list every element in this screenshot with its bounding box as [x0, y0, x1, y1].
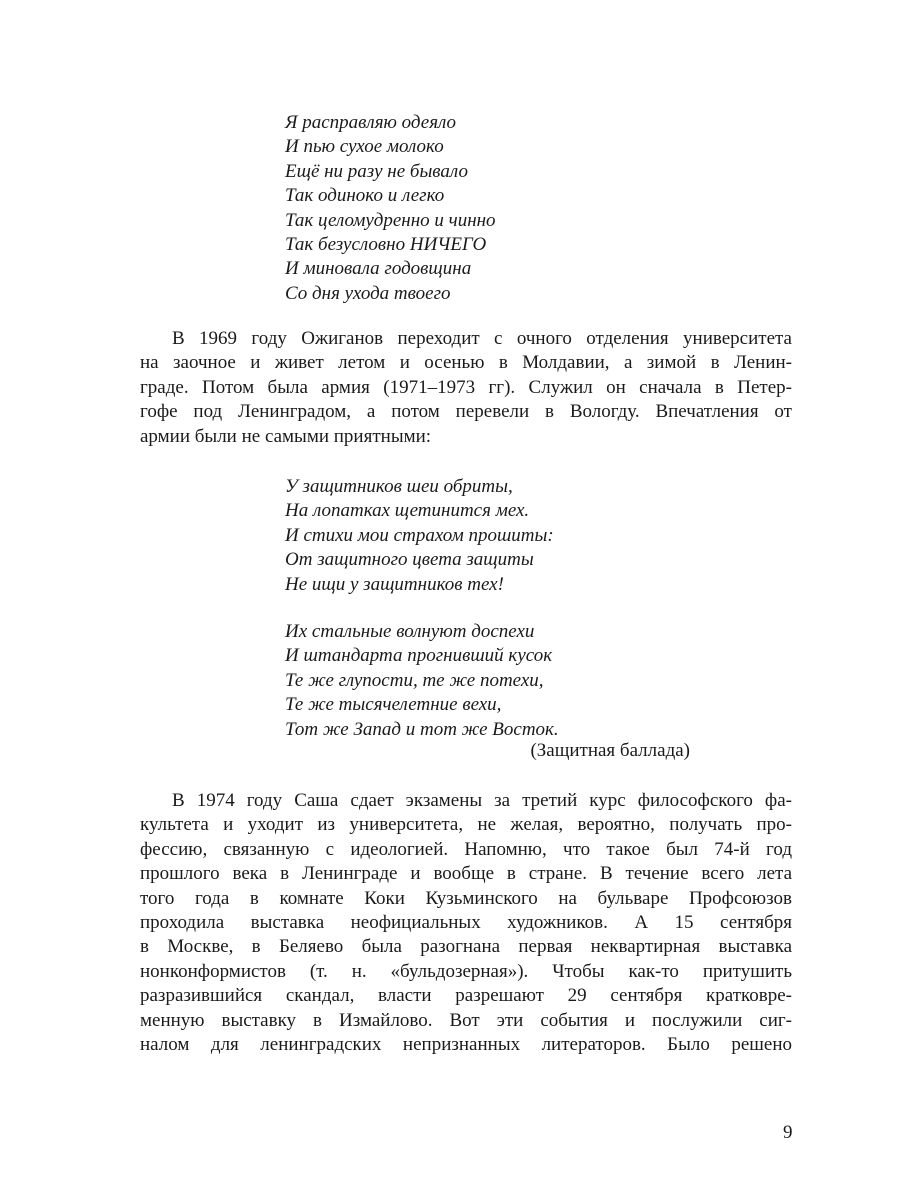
page-number: 9 — [783, 1122, 793, 1143]
text-line: граде. Потом была армия (1971–1973 гг). Служил он сначала в Петер- — [140, 376, 792, 398]
verse-line: Не ищи у защитников тех! — [285, 573, 504, 595]
verse-line: Я расправляю одеяло — [285, 112, 457, 133]
verse-line: Так безусловно НИЧЕГО — [285, 234, 487, 256]
text-line: фессию, связанную с идеологией. Напомню, что такое был 74-й год — [140, 838, 792, 860]
text-line: проходила выставка неофициальных художников. А 15 сентября — [140, 912, 792, 934]
verse-line: И пью сухое молоко — [285, 136, 444, 158]
text-line: нонконформистов (т. н. «бульдозерная»). Чтобы как-то притушить — [140, 960, 792, 982]
verse-line: Их стальные волнуют доспехи — [285, 621, 535, 642]
verse-line: Со дня ухода твоего — [285, 282, 451, 304]
text-line: того года в комнате Коки Кузьминского на бульваре Профсоюзов — [140, 887, 792, 909]
poem-attribution: (Защитная баллада) — [530, 740, 690, 761]
text-line: В 1969 году Ожиганов переходит с очного отделения университета — [172, 328, 792, 349]
text-line: армии были не самыми приятными: — [140, 425, 432, 447]
text-line: менную выставку в Измайлово. Вот эти события и послужили сиг- — [140, 1009, 792, 1031]
verse-line: Тот же Запад и тот же Восток. — [285, 718, 559, 740]
text-line: налом для ленинградских непризнанных литераторов. Было решено — [140, 1034, 792, 1056]
poem-stanza-3 — [285, 620, 559, 742]
verse-line: Ещё ни разу не бывало — [285, 160, 468, 182]
verse-line: У защитников шеи обриты, — [285, 476, 513, 497]
verse-line: Так одиноко и легко — [285, 185, 445, 207]
paragraph-1 — [140, 327, 792, 449]
poem-stanza-2 — [285, 475, 554, 597]
verse-line: И штандарта прогнивший кусок — [285, 645, 553, 667]
verse-line: И миновала годовщина — [285, 258, 472, 280]
text-line: на заочное и живет летом и осенью в Молдавии, а зимой в Ленин- — [140, 352, 792, 374]
text-line: в Москве, в Беляево была разогнана первая неквартирная выставка — [140, 936, 792, 958]
verse-line: Те же глупости, те же потехи, — [285, 669, 544, 691]
text-line: гофе под Ленинградом, а потом перевели в Вологду. Впечатления от — [140, 401, 792, 423]
text-line: разразившийся скандал, власти разрешают 29 сентября кратковре- — [140, 985, 792, 1007]
text-line: В 1974 году Саша сдает экзамены за третий курс философского фа- — [172, 790, 792, 811]
paragraph-2 — [140, 789, 792, 1057]
verse-line: От защитного цвета защиты — [285, 549, 534, 571]
text-line: прошлого века в Ленинграде и вообще в стране. В течение всего лета — [140, 863, 792, 885]
verse-line: На лопатках щетинится мех. — [285, 500, 530, 522]
poem-stanza-1 — [285, 111, 496, 306]
text-line: культета и уходит из университета, не желая, вероятно, получать про- — [140, 814, 792, 836]
verse-line: Так целомудренно и чинно — [285, 209, 496, 231]
verse-line: И стихи мои страхом прошиты: — [285, 524, 554, 546]
verse-line: Те же тысячелетние вехи, — [285, 694, 502, 716]
